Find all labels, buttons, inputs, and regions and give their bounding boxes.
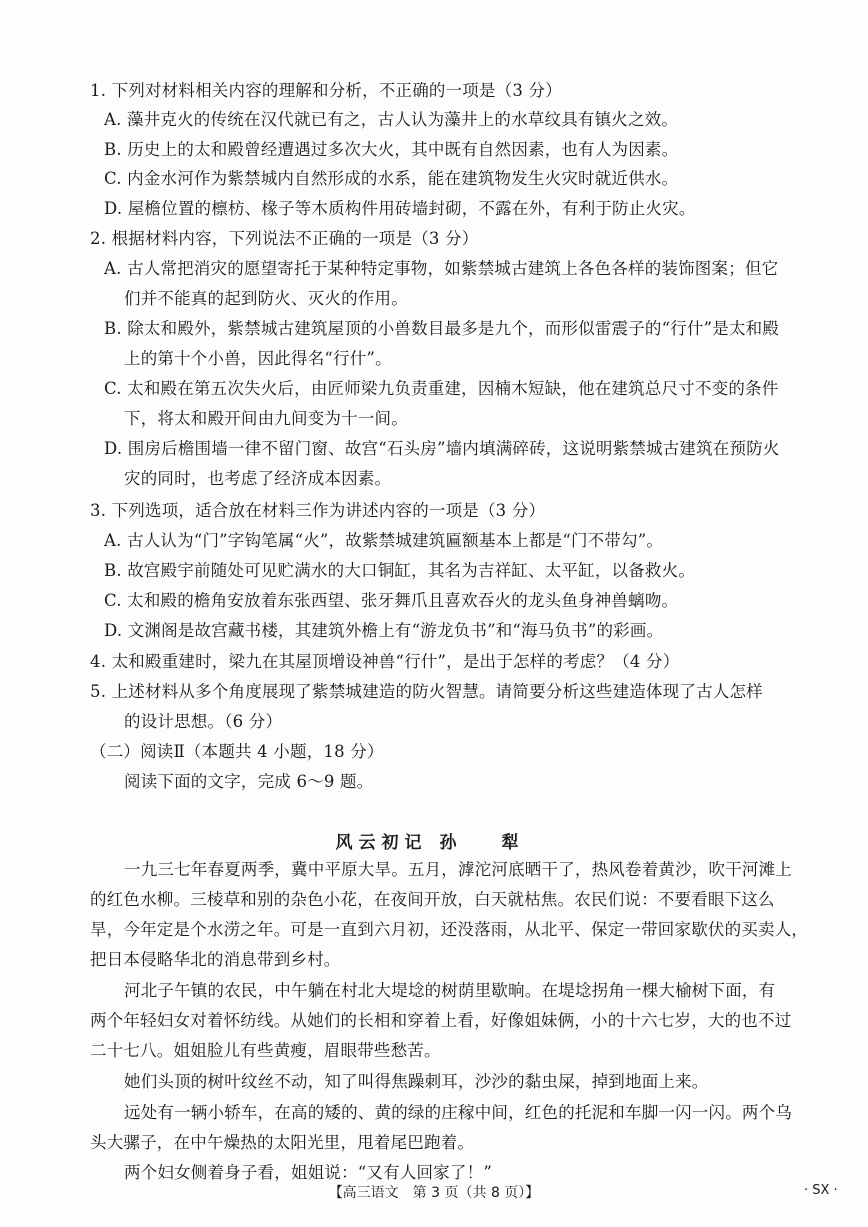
- question-3-option-a: A. 古人认为“门”字钩笔属“火”，故紫禁城建筑匾额基本上都是“门不带勾”。: [104, 531, 664, 550]
- question-3-stem: 3. 下列选项，适合放在材料三作为讲述内容的一项是（3 分）: [90, 501, 546, 520]
- passage-title: [0, 828, 868, 853]
- question-5-cont: 的设计思想。（6 分）: [124, 712, 283, 731]
- passage-line: 头大骡子，在中午燥热的太阳光里，甩着尾巴跑着。: [90, 1133, 475, 1152]
- question-2-option-d: D. 围房后檐围墙一律不留门窗、故宫“石头房”墙内填满碎砖，这说明紫禁城古建筑在预防火: [104, 439, 780, 458]
- question-3-option-c: C. 太和殿的檐角安放着东张西望、张牙舞爪且喜欢吞火的龙头鱼身神兽螭吻。: [104, 591, 679, 610]
- question-2-option-b: B. 除太和殿外，紫禁城古建筑屋顶的小兽数目最多是九个，而形似雷震子的“行什”是太和殿: [104, 319, 780, 338]
- question-3-option-b: B. 故宫殿宇前随处可见贮满水的大口铜缸，其名为吉祥缸、太平缸，以备救火。: [104, 561, 696, 580]
- exam-code: · SX ·: [804, 1183, 838, 1198]
- question-1-option-c: C. 内金水河作为紫禁城内自然形成的水系，能在建筑物发生火灾时就近供水。: [104, 169, 679, 188]
- question-2-option-b-cont: 上的第十个小兽，因此得名“行什”。: [124, 349, 392, 368]
- question-2-option-c: C. 太和殿在第五次失火后，由匠师梁九负责重建，因楠木短缺，他在建筑总尺寸不变的条件: [104, 379, 779, 398]
- question-1-option-a: A. 藻井克火的传统在汉代就已有之，古人认为藻井上的水草纹具有镇火之效。: [104, 110, 679, 129]
- question-2-stem: 2. 根据材料内容，下列说法不正确的一项是（3 分）: [90, 229, 479, 248]
- passage-line: 的红色水柳。三棱草和别的杂色小花，在夜间开放，白天就枯焦。农民们说：不要看眼下这么: [90, 890, 775, 909]
- passage-line: 两个年轻妇女对着怀纺线。从她们的长相和穿着上看，好像姐妹俩，小的十六七岁，大的也不过: [90, 1011, 792, 1030]
- question-4: 4. 太和殿重建时，梁九在其屋顶增设神兽“行什”，是出于怎样的考虑？（4 分）: [90, 652, 680, 671]
- question-1-option-b: B. 历史上的太和殿曾经遭遇过多次大火，其中既有自然因素，也有人为因素。: [104, 140, 679, 159]
- question-5: 5. 上述材料从多个角度展现了紫禁城建造的防火智慧。请简要分析这些建造体现了古人怎样: [90, 682, 763, 701]
- passage-line: 远处有一辆小轿车，在高的矮的、黄的绿的庄稼中间，红色的托泥和车脚一闪一闪。两个乌: [124, 1103, 792, 1122]
- question-1-option-d: D. 屋檐位置的檩枋、椽子等木质构件用砖墙封砌，不露在外，有利于防止火灾。: [104, 199, 696, 218]
- question-3-option-d: D. 文渊阁是故宫藏书楼，其建筑外檐上有“游龙负书”和“海马负书”的彩画。: [104, 621, 664, 640]
- passage-line: 旱，今年定是个水涝之年。可是一直到六月初，还没落雨，从北平、保定一带回家歇伏的买卖人，: [90, 920, 809, 939]
- passage-author: 孙 犁: [439, 833, 533, 853]
- page-footer: 【高三语文 第 3 页（共 8 页）】: [328, 1185, 540, 1201]
- question-2-option-c-cont: 下，将太和殿开间由九间变为十一间。: [124, 409, 408, 428]
- passage-line: 她们头顶的树叶纹丝不动，知了叫得焦躁刺耳，沙沙的黏虫屎，掉到地面上来。: [124, 1072, 709, 1091]
- section-heading: （二）阅读Ⅱ（本题共 4 小题，18 分）: [90, 742, 384, 761]
- question-2-option-a-cont: 们并不能真的起到防火、灭火的作用。: [124, 289, 408, 308]
- passage-title-text: 风云初记: [335, 833, 428, 853]
- question-1-stem: 1. 下列对材料相关内容的理解和分析，不正确的一项是（3 分）: [90, 81, 562, 100]
- section-instruction: 阅读下面的文字，完成 6～9 题。: [124, 772, 374, 791]
- passage-line: 二十七八。姐姐脸儿有些黄瘦，眉眼带些愁苦。: [90, 1041, 441, 1060]
- passage-line: 把日本侵略华北的消息带到乡村。: [90, 950, 341, 969]
- passage-line: 河北子午镇的农民，中午躺在村北大堤埝的树荫里歇晌。在堤埝拐角一棵大榆树下面，有: [124, 981, 776, 1000]
- passage-line: 一九三七年春夏两季，冀中平原大旱。五月，滹沱河底晒干了，热风卷着黄沙，吹干河滩上: [124, 860, 792, 879]
- question-2-option-d-cont: 灾的同时，也考虑了经济成本因素。: [124, 469, 392, 488]
- passage-line: 两个妇女侧着身子看，姐姐说：“又有人回家了！”: [124, 1163, 492, 1182]
- question-2-option-a: A. 古人常把消灾的愿望寄托于某种特定事物，如紫禁城古建筑上各色各样的装饰图案；但它: [104, 259, 779, 278]
